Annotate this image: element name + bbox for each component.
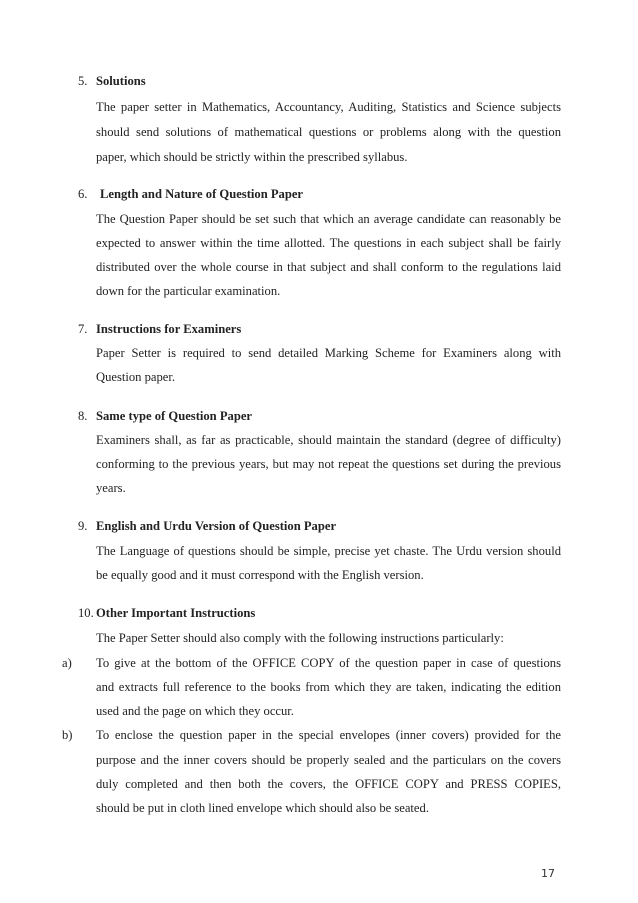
paragraph-line: Question paper.: [96, 370, 176, 384]
section-heading: Other Important Instructions: [96, 606, 256, 620]
paragraph-line: duly completed and then both the covers, the OFFICE COPY and PRESS COPIES,: [96, 777, 561, 791]
paragraph-line: To give at the bottom of the OFFICE COPY of the question paper in case of questions: [96, 656, 561, 670]
paragraph-line: down for the particular examination.: [96, 284, 281, 298]
paragraph-line: years.: [96, 481, 126, 495]
section-heading: Solutions: [96, 74, 146, 88]
subitem-label: b): [62, 728, 73, 742]
paragraph-line: Paper Setter is required to send detailed Marking Scheme for Examiners along with: [96, 346, 561, 360]
paragraph-line: expected to answer within the time allotted. The questions in each subject shall be fairly: [96, 236, 561, 250]
paragraph-line: To enclose the question paper in the special envelopes (inner covers) provided for the: [96, 728, 561, 742]
paragraph-line: should be put in cloth lined envelope which should also be seated.: [96, 801, 429, 815]
page-number: 17: [541, 867, 555, 880]
section-number: 10.: [78, 606, 94, 620]
section-heading: Instructions for Examiners: [96, 322, 242, 336]
section-number: 5.: [78, 74, 88, 88]
section-heading: Same type of Question Paper: [96, 409, 253, 423]
paragraph-line: Examiners shall, as far as practicable, should maintain the standard (degree of difficulty): [96, 433, 561, 447]
paragraph-line: conforming to the previous years, but may not repeat the questions set during the previous: [96, 457, 561, 471]
section-heading: English and Urdu Version of Question Paper: [96, 519, 337, 533]
section-number: 9.: [78, 519, 88, 533]
paragraph-line: be equally good and it must correspond with the English version.: [96, 568, 424, 582]
section-number: 8.: [78, 409, 88, 423]
paragraph-line: distributed over the whole course in that subject and shall conform to the regulations laid: [96, 260, 561, 274]
paragraph-line: The Language of questions should be simple, precise yet chaste. The Urdu version should: [96, 544, 561, 558]
paragraph-line: The Question Paper should be set such that which an average candidate can reasonably be: [96, 212, 561, 226]
section-heading: Length and Nature of Question Paper: [100, 187, 304, 201]
paragraph-line: used and the page on which they occur.: [96, 704, 294, 718]
paragraph-line: paper, which should be strictly within the prescribed syllabus.: [96, 150, 408, 164]
paragraph-line: should send solutions of mathematical questions or problems along with the question: [96, 125, 561, 139]
paragraph-line: The paper setter in Mathematics, Accountancy, Auditing, Statistics and Science subjects: [96, 100, 561, 114]
paragraph-line: and extracts full reference to the books from which they are taken, indicating the edition: [96, 680, 561, 694]
subitem-label: a): [62, 656, 72, 670]
paragraph-line: purpose and the inner covers should be properly sealed and the particulars on the covers: [96, 753, 561, 767]
section-number: 7.: [78, 322, 88, 336]
paragraph-line: The Paper Setter should also comply with the following instructions particularly:: [96, 631, 504, 645]
section-number: 6.: [78, 187, 88, 201]
